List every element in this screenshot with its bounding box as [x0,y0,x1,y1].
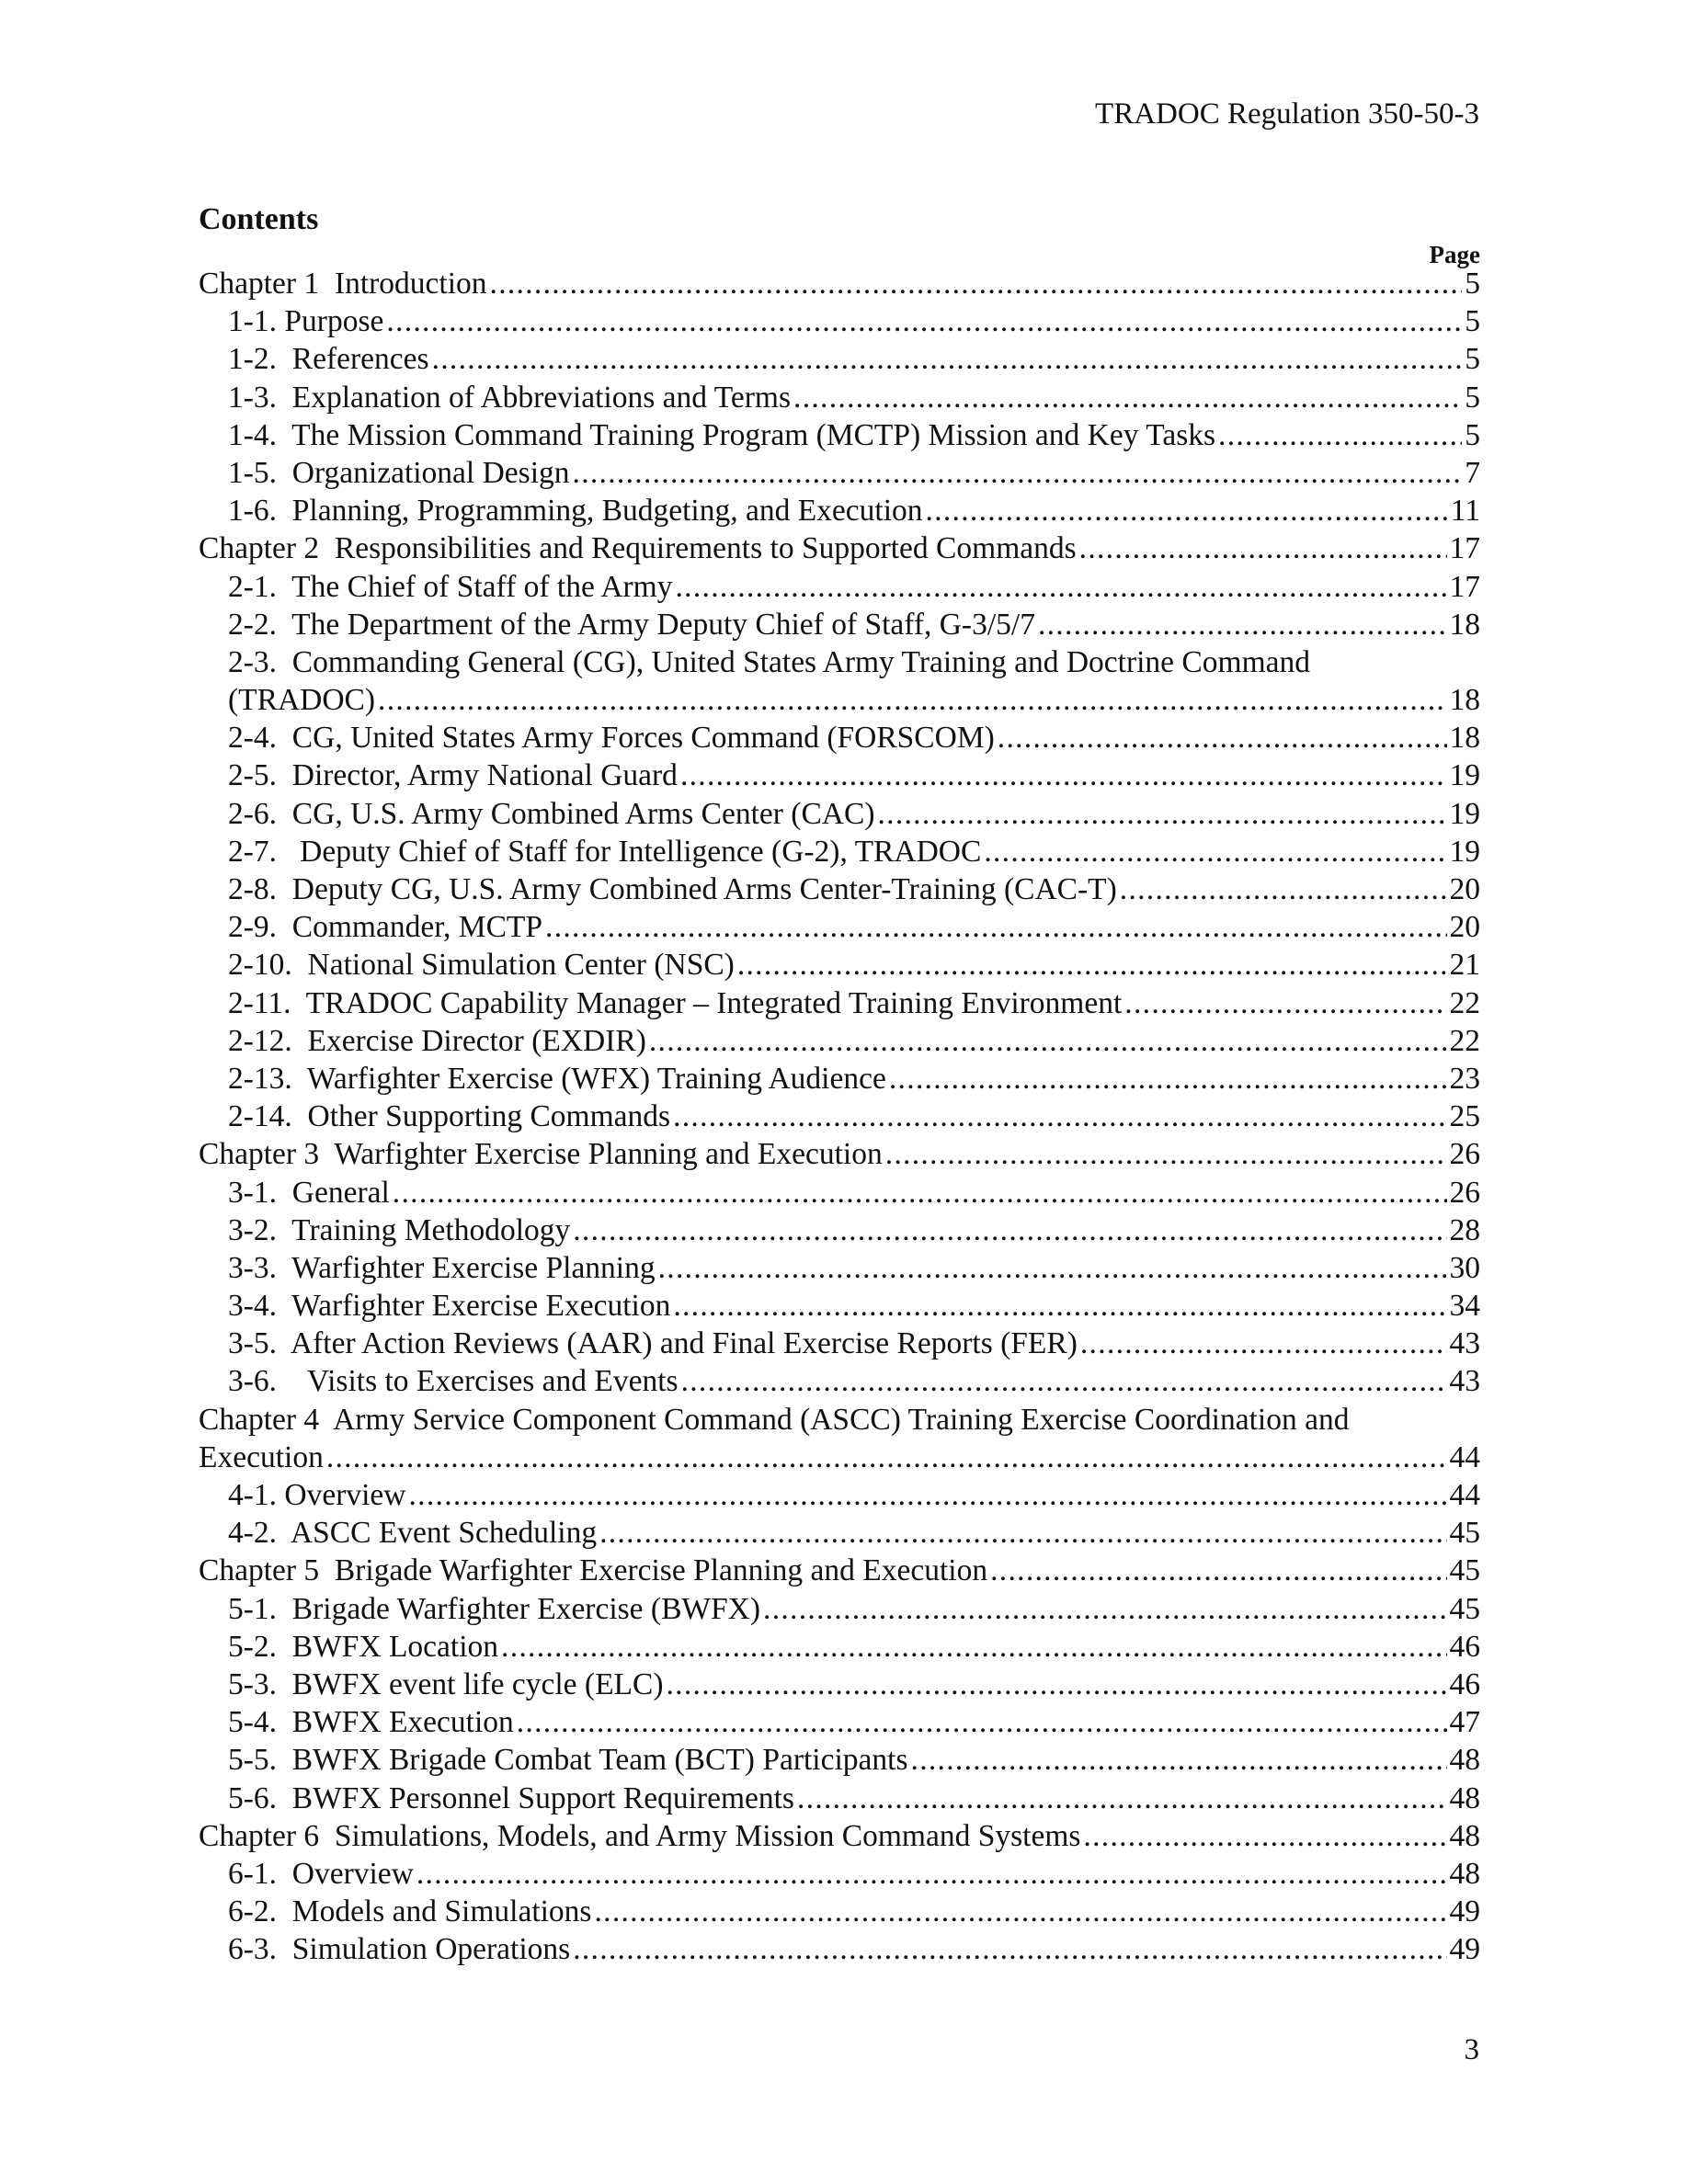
dot-leader [1120,870,1447,908]
toc-entry-page: 26 [1449,1175,1480,1210]
toc-entry-title: 4-2. ASCC Event Scheduling [228,1516,598,1551]
toc-section-entry[interactable] [199,756,1480,794]
toc-entry-title: 5-3. BWFX event life cycle (ELC) [228,1666,664,1701]
toc-entry-title: Chapter 2 Responsibilities and Requirements to Supported Commands [199,531,1077,566]
toc-entry-title: 2-4. CG, United States Army Forces Command (FORSCOM) [228,721,995,756]
toc-section-entry[interactable] [199,1780,1480,1817]
dot-leader [1218,416,1462,454]
dot-leader [599,1514,1446,1552]
dot-leader [797,1780,1447,1817]
dot-leader [984,833,1446,870]
toc-entry-page: 19 [1449,758,1480,793]
toc-entry-title: 3-6. Visits to Exercises and Events [228,1364,679,1399]
dot-leader [673,1287,1446,1325]
dot-leader [1080,1325,1447,1362]
toc-entry-title: 5-6. BWFX Personnel Support Requirements [228,1780,794,1815]
toc-entry-title: 1-5. Organizational Design [228,455,570,490]
toc-section-entry[interactable] [199,1098,1480,1135]
toc-section-entry[interactable] [199,1666,1480,1703]
toc-entry-page: 18 [1449,721,1480,756]
toc-entry-page: 17 [1449,569,1480,604]
toc-section-entry[interactable] [199,492,1480,529]
dot-leader [737,946,1447,984]
toc-section-entry[interactable] [199,1174,1480,1211]
dot-leader [594,1893,1446,1930]
toc-entry-title: 6-2. Models and Simulations [228,1894,592,1929]
toc-entry-title: 3-5. After Action Reviews (AAR) and Final Exercise Reports (FER) [228,1326,1078,1361]
toc-entry-page: 48 [1449,1856,1480,1891]
dot-leader [490,265,1463,302]
toc-section-entry[interactable] [199,1628,1480,1666]
toc-entry-page: 46 [1449,1629,1480,1664]
toc-entry-page: 48 [1449,1818,1480,1853]
toc-entry-page: 5 [1465,267,1480,301]
page-number: 3 [1464,2033,1479,2066]
dot-leader [1124,984,1446,1022]
toc-entry-page: 46 [1449,1666,1480,1701]
running-header: TRADOC Regulation 350-50-3 [1095,97,1479,131]
toc-entry-title: 5-1. Brigade Warfighter Exercise (BWFX) [228,1591,761,1626]
toc-chapter-entry[interactable] [199,1439,1480,1476]
toc-entry-page: 25 [1449,1099,1480,1134]
dot-leader [649,1022,1447,1060]
toc-entry-page: 5 [1465,304,1480,339]
toc-section-entry[interactable] [199,416,1480,454]
dot-leader [573,1930,1446,1968]
toc-entry-page: 47 [1449,1705,1480,1740]
toc-section-entry[interactable] [199,340,1480,378]
toc-entry-title: Chapter 4 Army Service Component Command (ASCC) Training Exercise Coordination and [199,1402,1350,1437]
toc-entry-page: 23 [1449,1061,1480,1096]
dot-leader [763,1590,1446,1628]
toc-entry-title: 2-11. TRADOC Capability Manager – Integrated Training Environment [228,985,1123,1020]
dot-leader [378,681,1446,719]
toc-entry-title: 2-8. Deputy CG, U.S. Army Combined Arms Center-Training (CAC-T) [228,872,1117,906]
toc-entry-page: 5 [1465,417,1480,452]
toc-entry-title: Chapter 1 Introduction [199,267,487,301]
toc-entry-title: 2-13. Warfighter Exercise (WFX) Training Audience [228,1061,886,1096]
toc-section-entry[interactable] [199,984,1480,1022]
toc-entry-title: 4-1. Overview [228,1478,406,1512]
toc-section-entry[interactable] [199,1249,1480,1287]
dot-leader [926,492,1448,529]
dot-leader [998,719,1447,756]
toc-entry-title: 3-2. Training Methodology [228,1212,571,1247]
toc-section-entry[interactable] [199,1741,1480,1779]
toc-entry-page: 48 [1449,1743,1480,1778]
page-column-label: Page [1429,241,1480,268]
toc-section-entry[interactable] [199,1211,1480,1249]
toc-chapter-entry[interactable] [199,529,1480,567]
toc-entry-page: 26 [1449,1137,1480,1172]
dot-leader [911,1741,1447,1779]
toc-entry-title: 6-1. Overview [228,1856,414,1891]
toc-section-entry[interactable] [199,1287,1480,1325]
toc-entry-title: 5-4. BWFX Execution [228,1705,514,1740]
toc-entry-page: 45 [1449,1553,1480,1588]
toc-section-entry[interactable] [199,643,1480,681]
toc-chapter-entry[interactable] [199,1401,1480,1439]
toc-section-entry[interactable] [199,1476,1480,1514]
toc-entry-page: 49 [1449,1894,1480,1929]
toc-section-entry[interactable] [199,606,1480,643]
toc-entry-title: 2-2. The Department of the Army Deputy Chief of Staff, G-3/5/7 [228,607,1035,642]
toc-entry-title: Chapter 5 Brigade Warfighter Exercise Planning and Execution [199,1553,988,1588]
dot-leader [573,454,1463,492]
dot-leader [680,756,1447,794]
toc-chapter-entry[interactable] [199,265,1480,302]
toc-entry-page: 43 [1449,1326,1480,1361]
contents-title: Contents [199,202,319,236]
toc-chapter-entry[interactable] [199,1552,1480,1589]
dot-leader [793,379,1462,416]
toc-entry-title: 1-6. Planning, Programming, Budgeting, and Execution [228,494,923,529]
dot-leader [573,1211,1446,1249]
toc-entry-title: 2-12. Exercise Director (EXDIR) [228,1023,646,1058]
toc-section-entry[interactable] [199,870,1480,908]
toc-entry-title: 2-6. CG, U.S. Army Combined Arms Center (CAC) [228,796,875,831]
dot-leader [990,1552,1446,1589]
toc-entry-page: 18 [1449,683,1480,718]
toc-entry-title: 6-3. Simulation Operations [228,1932,571,1967]
dot-leader [885,1135,1447,1173]
dot-leader [416,1855,1447,1893]
toc-section-entry[interactable] [199,1703,1480,1741]
toc-section-entry[interactable] [199,833,1480,870]
toc-entry-page: 20 [1449,910,1480,945]
dot-leader [517,1703,1447,1741]
dot-leader [393,1174,1447,1211]
table-of-contents [199,265,1480,1968]
toc-entry-page: 48 [1449,1780,1480,1815]
dot-leader [673,1098,1446,1135]
toc-entry-title: 5-5. BWFX Brigade Combat Team (BCT) Participants [228,1743,908,1778]
dot-leader [1083,1817,1446,1855]
toc-entry-title: 2-5. Director, Army National Guard [228,758,678,793]
toc-entry-page: 30 [1449,1250,1480,1285]
dot-leader [545,908,1446,946]
toc-entry-title: 5-2. BWFX Location [228,1629,499,1664]
toc-entry-page: 7 [1465,455,1480,490]
toc-entry-title: 1-3. Explanation of Abbreviations and Terms [228,380,792,415]
toc-entry-title: Execution [199,1439,324,1474]
dot-leader [877,795,1446,833]
toc-entry-page: 17 [1449,531,1480,566]
toc-entry-page: 43 [1449,1364,1480,1399]
toc-entry-page: 5 [1465,380,1480,415]
toc-entry-title: 3-4. Warfighter Exercise Execution [228,1289,671,1324]
toc-section-entry[interactable] [199,946,1480,984]
toc-chapter-entry[interactable] [199,1817,1480,1855]
toc-section-entry[interactable] [199,1514,1480,1552]
toc-entry-title: 2-7. Deputy Chief of Staff for Intelligence (G-2), TRADOC [228,834,982,869]
toc-entry-title: 3-3. Warfighter Exercise Planning [228,1250,656,1285]
toc-entry-page: 45 [1449,1591,1480,1626]
toc-entry-page: 22 [1449,985,1480,1020]
toc-section-entry[interactable] [199,454,1480,492]
toc-entry-page: 22 [1449,1023,1480,1058]
dot-leader [658,1249,1447,1287]
toc-entry-page: 19 [1449,796,1480,831]
toc-entry-title: Chapter 3 Warfighter Exercise Planning and Execution [199,1137,883,1172]
toc-section-entry[interactable] [199,719,1480,756]
toc-entry-title: 3-1. General [228,1175,390,1210]
toc-section-entry[interactable] [199,379,1480,416]
toc-entry-title: 2-1. The Chief of Staff of the Army [228,569,673,604]
dot-leader [326,1439,1447,1476]
dot-leader [409,1476,1447,1514]
toc-entry-page: 21 [1449,948,1480,983]
toc-section-entry[interactable] [199,681,1480,719]
dot-leader [667,1666,1447,1703]
toc-section-entry[interactable] [199,1022,1480,1060]
dot-leader [681,1362,1447,1400]
dot-leader [1079,529,1447,567]
toc-section-entry[interactable] [199,1590,1480,1628]
toc-entry-page: 19 [1449,834,1480,869]
toc-section-entry[interactable] [199,908,1480,946]
toc-entry-title: Chapter 6 Simulations, Models, and Army Mission Command Systems [199,1818,1081,1853]
toc-section-entry[interactable] [199,1325,1480,1362]
toc-entry-title: 2-3. Commanding General (CG), United States Army Training and Doctrine Command [228,644,1310,679]
toc-section-entry[interactable] [199,1930,1480,1968]
toc-entry-page: 18 [1449,607,1480,642]
toc-entry-page: 11 [1450,494,1480,529]
toc-section-entry[interactable] [199,1893,1480,1930]
dot-leader [676,568,1447,606]
dot-leader [386,302,1462,340]
dot-leader [501,1628,1446,1666]
toc-entry-page: 5 [1465,342,1480,377]
dot-leader [889,1060,1447,1098]
dot-leader [432,340,1463,378]
toc-entry-page: 20 [1449,872,1480,906]
toc-entry-title: 2-14. Other Supporting Commands [228,1099,671,1134]
toc-entry-page: 45 [1449,1516,1480,1551]
toc-entry-title: 1-2. References [228,342,429,377]
dot-leader [1038,606,1447,643]
toc-section-entry[interactable] [199,1362,1480,1400]
toc-entry-title: 2-10. National Simulation Center (NSC) [228,948,735,983]
toc-section-entry[interactable] [199,1060,1480,1098]
toc-entry-page: 49 [1449,1932,1480,1967]
toc-entry-title: (TRADOC) [228,683,376,718]
toc-entry-title: 1-1. Purpose [228,304,384,339]
toc-section-entry[interactable] [199,302,1480,340]
toc-section-entry[interactable] [199,1855,1480,1893]
toc-entry-page: 44 [1449,1439,1480,1474]
toc-section-entry[interactable] [199,795,1480,833]
toc-chapter-entry[interactable] [199,1135,1480,1173]
toc-entry-page: 34 [1449,1289,1480,1324]
toc-entry-page: 44 [1449,1478,1480,1512]
toc-section-entry[interactable] [199,568,1480,606]
toc-entry-title: 2-9. Commander, MCTP [228,910,543,945]
toc-entry-page: 28 [1449,1212,1480,1247]
toc-entry-title: 1-4. The Mission Command Training Program (MCTP) Mission and Key Tasks [228,417,1216,452]
